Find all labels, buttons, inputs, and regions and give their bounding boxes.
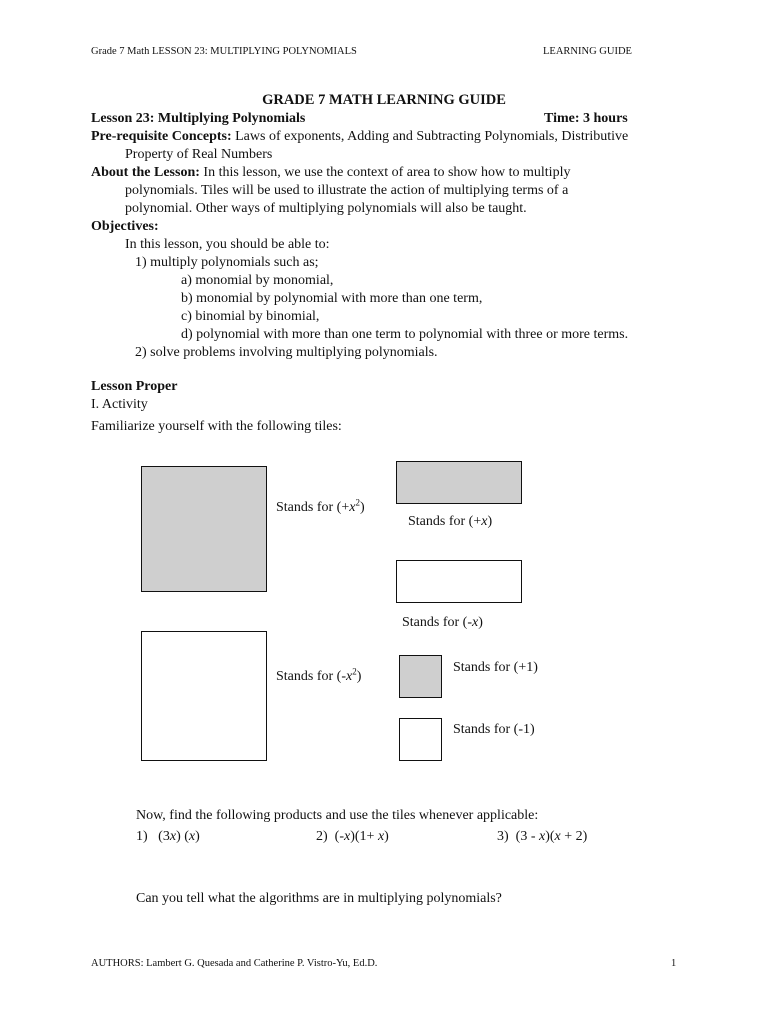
lesson-proper-label: Lesson Proper — [91, 379, 178, 394]
activity-heading: I. Activity — [91, 397, 148, 412]
label-positive-x-squared: Stands for $(+x^2)$ — [276, 497, 365, 515]
label-positive-x: Stands for (+x) — [408, 514, 493, 529]
label-negative-x: Stands for (-x) — [402, 615, 483, 630]
tile-positive-one — [399, 655, 442, 698]
objective-subitem-d: d) polynomial with more than one term to polynomial with three or more terms. — [181, 327, 629, 342]
label-negative-one: Stands for (-1) — [453, 722, 535, 737]
about-text-3: polynomial. Other ways of multiplying polynomials will also be taught. — [125, 201, 527, 216]
problem-2: 2) (-x)(1+ x) — [316, 829, 389, 844]
objective-item-1: 1) multiply polynomials such as; — [135, 255, 319, 270]
algorithm-question: Can you tell what the algorithms are in multiplying polynomials? — [136, 891, 502, 906]
about-label: About the Lesson: — [91, 165, 200, 180]
running-header-left: Grade 7 Math LESSON 23: MULTIPLYING POLYNOMIALS — [91, 46, 357, 57]
objectives-label: Objectives: — [91, 219, 159, 234]
label-negative-x-squared: Stands for $(-x^2)$ — [276, 666, 362, 684]
about-text-2: polynomials. Tiles will be used to illustrate the action of multiplying terms of a — [125, 183, 569, 198]
problem-3: 3) (3 - x)(x + 2) — [497, 829, 588, 844]
problem-1: 1) (3x) (x) — [136, 829, 200, 844]
page-number: 1 — [671, 958, 677, 969]
about-text: In this lesson, we use the context of area to show how to multiply — [199, 165, 571, 180]
objective-item-2: 2) solve problems involving multiplying polynomials. — [135, 345, 438, 360]
page-title: GRADE 7 MATH LEARNING GUIDE — [262, 92, 506, 108]
tile-negative-one — [399, 718, 442, 761]
lesson-label: Lesson 23: Multiplying Polynomials — [91, 111, 306, 126]
about-line — [91, 164, 570, 182]
prerequisite-line — [91, 128, 628, 146]
footer-authors: AUTHORS: Lambert G. Quesada and Catherine P. Vistro-Yu, Ed.D. — [91, 958, 378, 969]
exercise-instruction: Now, find the following products and use the tiles whenever applicable: — [136, 808, 539, 823]
tile-negative-x-squared — [141, 631, 267, 761]
tile-positive-x-squared — [141, 466, 267, 592]
prerequisite-text: Laws of exponents, Adding and Subtracting Polynomials, Distributive — [231, 129, 629, 144]
prerequisite-text-cont: Property of Real Numbers — [125, 147, 273, 162]
objective-subitem-b: b) monomial by polynomial with more than one term, — [181, 291, 483, 306]
objective-subitem-a: a) monomial by monomial, — [181, 273, 334, 288]
lesson-time: Time: 3 hours — [544, 111, 628, 126]
tile-negative-x — [396, 560, 522, 603]
tile-positive-x — [396, 461, 522, 504]
objective-subitem-c: c) binomial by binomial, — [181, 309, 320, 324]
objectives-intro: In this lesson, you should be able to: — [125, 237, 330, 252]
label-positive-one: Stands for (+1) — [453, 660, 538, 675]
familiarize-text: Familiarize yourself with the following tiles: — [91, 419, 342, 434]
prerequisite-label: Pre-requisite Concepts: — [91, 129, 232, 144]
running-header-right: LEARNING GUIDE — [543, 46, 632, 57]
